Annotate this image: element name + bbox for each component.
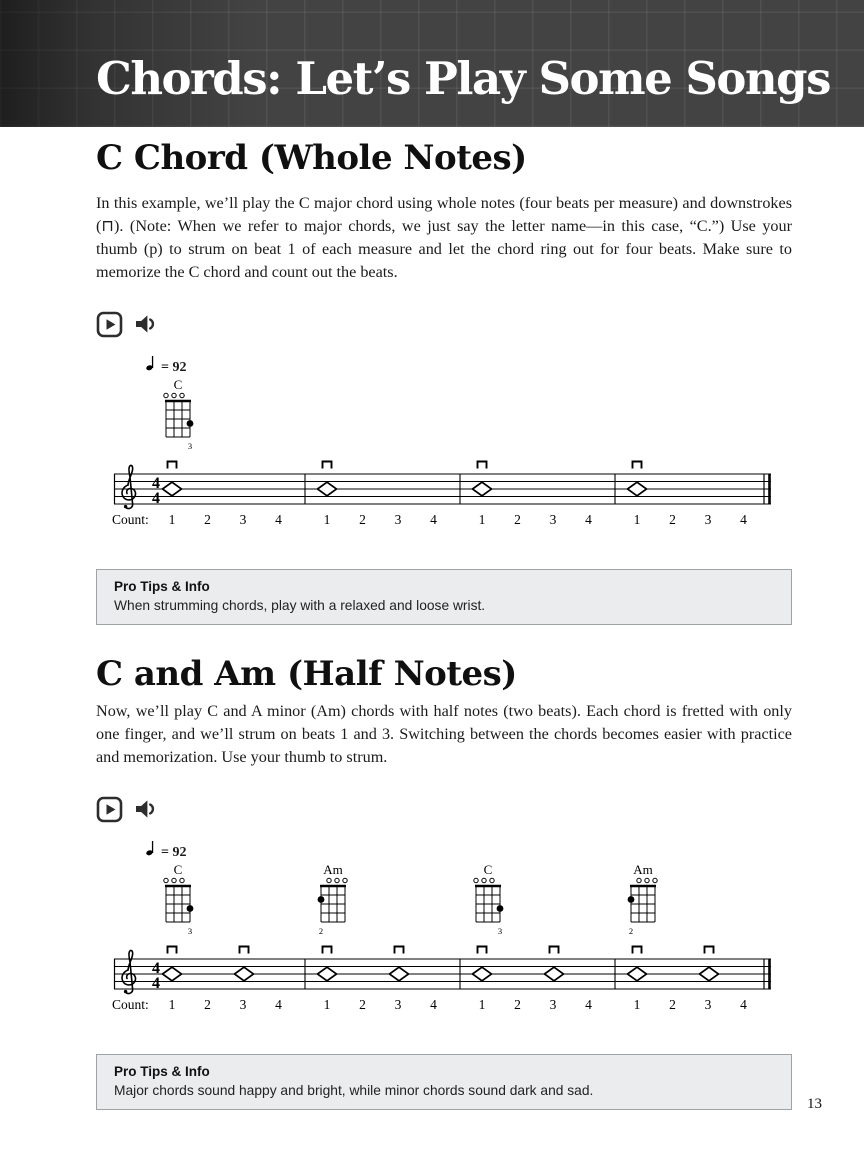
slash-note — [473, 967, 492, 981]
page-content — [0, 139, 864, 1110]
chord-diagram-Am — [315, 863, 351, 942]
open-string-icon — [327, 878, 331, 882]
finger-dot — [497, 905, 504, 912]
open-string-icon — [343, 878, 347, 882]
count-number: 3 — [704, 512, 712, 528]
treble-clef-icon — [122, 951, 135, 994]
count-number: 3 — [549, 512, 557, 528]
open-string-icon — [164, 393, 168, 397]
pro-tip-title: Pro Tips & Info — [114, 1064, 210, 1080]
quarter-note-icon — [146, 355, 155, 376]
pro-tip-text: When strumming chords, play with a relaxed and loose wrist. — [114, 598, 486, 614]
section-heading: C Chord (Whole Notes) — [96, 138, 527, 178]
tempo-marking — [146, 360, 792, 376]
page-header-band — [0, 0, 864, 127]
svg-text:Am: Am — [323, 863, 343, 878]
music-staff — [110, 454, 790, 537]
pro-tip-title: Pro Tips & Info — [114, 579, 210, 595]
fretboard-grid — [470, 863, 506, 937]
open-string-icon — [180, 393, 184, 397]
downstroke-icon — [705, 947, 714, 954]
open-string-icon — [172, 393, 176, 397]
audio-speaker-icon[interactable] — [133, 311, 157, 337]
slash-note — [318, 967, 337, 981]
treble-clef-icon — [122, 465, 135, 508]
count-number: 2 — [359, 512, 366, 528]
chord-diagram-C — [160, 378, 196, 457]
section-c-chord-whole-notes — [96, 139, 792, 625]
downstroke-icon — [550, 947, 559, 954]
open-string-icon — [164, 878, 168, 882]
finger-number: 3 — [187, 926, 193, 937]
count-number: 4 — [740, 997, 747, 1013]
count-label: Count: — [112, 512, 149, 528]
count-number: 4 — [430, 512, 437, 528]
svg-text:Am: Am — [633, 863, 653, 878]
count-number: 4 — [430, 997, 437, 1013]
count-number: 1 — [168, 997, 176, 1013]
count-number: 2 — [204, 512, 211, 528]
tempo-value: = 92 — [161, 360, 187, 376]
media-buttons-row — [96, 310, 792, 338]
downstroke-icon — [395, 947, 404, 954]
tempo-marking — [146, 845, 792, 861]
count-number: 4 — [585, 512, 592, 528]
count-label: Count: — [112, 997, 149, 1013]
count-number: 1 — [633, 997, 641, 1013]
count-number: 2 — [669, 512, 676, 528]
count-number: 3 — [394, 997, 402, 1013]
open-string-icon — [645, 878, 649, 882]
count-number: 4 — [275, 512, 282, 528]
time-signature: 4 — [152, 975, 160, 993]
finger-dot — [187, 420, 194, 427]
music-staff — [110, 939, 790, 1022]
open-string-icon — [637, 878, 641, 882]
time-signature: 4 — [152, 490, 160, 508]
section-body-text: Now, we’ll play C and A minor (Am) chords with half notes (two beats). Each chord is fretted with only one finger, and we’ll strum on beats 1 and 3. Switching between the chords becomes easier with practice and memorization. Use your thumb to strum. — [96, 702, 792, 767]
audio-speaker-icon[interactable] — [133, 796, 157, 822]
downstroke-icon — [240, 947, 249, 954]
finger-dot — [187, 905, 194, 912]
section-c-and-am-half-notes — [96, 655, 792, 1110]
count-number: 2 — [514, 997, 521, 1013]
slash-note — [700, 967, 719, 981]
downstroke-icon — [633, 462, 642, 469]
count-number: 4 — [275, 997, 282, 1013]
time-signature: 4 — [152, 475, 160, 493]
pro-tip-text: Major chords sound happy and bright, while minor chords sound dark and sad. — [114, 1083, 594, 1099]
chapter-title: Chords: Let’s Play Some Songs — [96, 52, 830, 105]
staff-notation — [110, 939, 790, 1017]
count-number: 4 — [740, 512, 747, 528]
pro-tip-box — [96, 569, 792, 625]
fretboard-grid — [315, 863, 351, 937]
staff-notation — [110, 454, 790, 532]
slash-note — [473, 482, 492, 496]
count-number: 4 — [585, 997, 592, 1013]
chord-diagram-C — [470, 863, 506, 942]
count-number: 3 — [239, 512, 247, 528]
slash-note — [390, 967, 409, 981]
chord-diagram-row — [110, 863, 790, 939]
count-number: 3 — [239, 997, 247, 1013]
downstroke-icon — [478, 947, 487, 954]
open-string-icon — [180, 878, 184, 882]
downstroke-icon — [323, 462, 332, 469]
count-number: 1 — [323, 512, 331, 528]
count-number: 1 — [323, 997, 331, 1013]
chord-diagram-C — [160, 863, 196, 942]
fretboard-grid — [160, 378, 196, 452]
count-number: 1 — [478, 512, 486, 528]
video-play-icon[interactable] — [96, 796, 123, 823]
open-string-icon — [474, 878, 478, 882]
open-string-icon — [653, 878, 657, 882]
section-body-text: In this example, we’ll play the C major chord using whole notes (four beats per measure) and downstrokes (⊓). (Note: When we refer to major chords, we just say the letter name—in this case, “C.”) Use your thumb (p) to strum on beat 1 of each measure and let the chord ring out for four beats. Make sure to memorize the C chord and count out the beats. — [96, 194, 792, 282]
slash-note — [163, 967, 182, 981]
chord-diagram-row — [110, 378, 790, 454]
page-number: 13 — [807, 1096, 822, 1112]
count-number: 1 — [168, 512, 176, 528]
open-string-icon — [490, 878, 494, 882]
finger-number: 3 — [497, 926, 503, 937]
count-number: 1 — [633, 512, 641, 528]
svg-text:C: C — [173, 378, 183, 393]
slash-note — [163, 482, 182, 496]
count-number: 2 — [514, 512, 521, 528]
downstroke-icon — [168, 947, 177, 954]
downstroke-icon — [168, 462, 177, 469]
open-string-icon — [335, 878, 339, 882]
count-number: 2 — [359, 997, 366, 1013]
finger-dot — [628, 896, 635, 903]
finger-number: 3 — [187, 441, 193, 452]
svg-text:C: C — [483, 863, 493, 878]
count-number: 2 — [204, 997, 211, 1013]
pro-tip-box — [96, 1054, 792, 1110]
slash-note — [628, 482, 647, 496]
section-heading: C and Am (Half Notes) — [96, 654, 517, 695]
slash-note — [318, 482, 337, 496]
slash-note — [545, 967, 564, 981]
count-number: 1 — [478, 997, 486, 1013]
downstroke-icon — [323, 947, 332, 954]
video-play-icon[interactable] — [96, 311, 123, 338]
open-string-icon — [482, 878, 486, 882]
open-string-icon — [172, 878, 176, 882]
fretboard-grid — [160, 863, 196, 937]
slash-note — [628, 967, 647, 981]
finger-dot — [318, 896, 325, 903]
media-buttons-row — [96, 795, 792, 823]
quarter-note-icon — [146, 840, 155, 861]
downstroke-icon — [633, 947, 642, 954]
slash-note — [235, 967, 254, 981]
time-signature: 4 — [152, 960, 160, 978]
count-number: 3 — [704, 997, 712, 1013]
count-number: 3 — [394, 512, 402, 528]
fretboard-grid — [625, 863, 661, 937]
finger-number: 2 — [318, 926, 324, 937]
chord-diagram-Am — [625, 863, 661, 942]
finger-number: 2 — [628, 926, 634, 937]
count-number: 2 — [669, 997, 676, 1013]
tempo-value: = 92 — [161, 845, 187, 861]
svg-text:C: C — [173, 863, 183, 878]
count-number: 3 — [549, 997, 557, 1013]
downstroke-icon — [478, 462, 487, 469]
